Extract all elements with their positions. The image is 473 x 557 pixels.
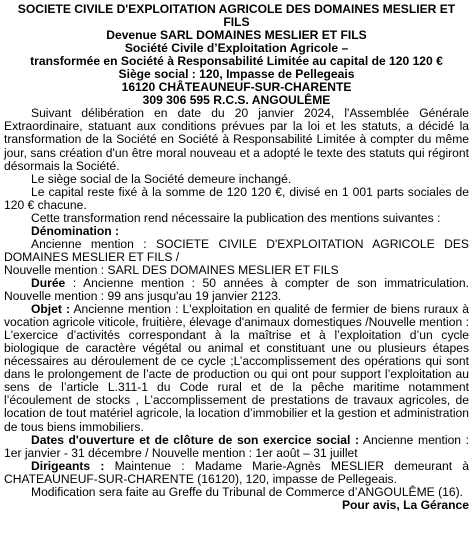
siege-paragraph: Le siège social de la Société demeure inchangé. — [31, 171, 292, 186]
dates-label: Dates d'ouverture et de clôture de son exercice social : — [31, 432, 360, 447]
objet-text: Ancienne mention : L'exploitation en qualité de fermier de biens ruraux à vocation agricole viticole, fruitière, élevage d'animaux domestiques /Nouvelle mention : L'exercice d’activités correspondant à la maîtrise et à l’exploitation d’un cycle biologique de caractère végétal ou animal et constituant une ou plusieurs étapes nécessaires au déroulement de ce cycle ;L’accomplissement des opérations qui sont dans le prolongement de l’acte de production ou qui ont pour support l’exploitation au sens de l’article L.311-1 du Code rural et de la pêche maritime notamment l’écoulement de stocks , L’accomplissement de prestations de travaux agricoles, de location de tout matériel agricole, la location d’immobilier et la gestion et administration de tous biens immobiliers. — [4, 302, 469, 434]
duree-text: : Ancienne mention : 50 années à compter de son immatriculation. Nouvelle mention : 99 ans jusqu'au 19 janvier 2123. — [4, 275, 469, 304]
dirigeants-text: Maintenue : Madame Marie-Agnès MESLIER demeurant à CHATEAUNEUF-SUR-CHARENTE (16120), 120, impasse de Pellegeais. — [4, 458, 469, 486]
objet-label: Objet : — [31, 302, 71, 317]
intro-paragraph: Suivant délibération en date du 20 janvier 2024, l'Assemblée Générale Extraordinaire, statuant aux conditions prévues par la loi et les statuts, a décidé la transformation de la Société en Société à Responsabilité Limitée à compter du même jour, sans création d'un être moral nouveau et a adopté le texte des statuts qui régiront désormais la Société. — [4, 106, 469, 173]
dates-text: Ancienne mention : 1er janvier - 31 décembre / Nouvelle mention : 1er août – 31 juillet — [4, 432, 469, 460]
capital-paragraph: Le capital reste fixé à la somme de 120 120 €, divisé en 1 001 parts sociales de 120 € chacune. — [4, 184, 469, 212]
signature: Pour avis, La Gérance — [341, 497, 469, 512]
registered-office: Siège social : 120, Impasse de Pellegeais — [118, 67, 355, 82]
rcs-number: 309 306 595 R.C.S. ANGOULÊME — [142, 93, 331, 108]
dirigeants-paragraph — [4, 460, 469, 486]
publication-paragraph: Cette transformation rend nécessaire la publication des mentions suivantes : — [31, 210, 441, 225]
office-city: 16120 CHÂTEAUNEUF-SUR-CHARENTE — [121, 80, 352, 95]
modification-paragraph: Modification sera faite au Greffe du Tribunal de Commerce d’ANGOULÊME (16). — [31, 484, 463, 499]
new-legal-form-capital: transformée en Société à Responsabilité Limitée au capital de 120 120 € — [30, 54, 443, 69]
duree-paragraph — [4, 277, 469, 303]
dirigeants-label: Dirigeants : — [31, 458, 105, 473]
company-name-heading: SOCIETE CIVILE D'EXPLOITATION AGRICOLE DES DOMAINES MESLIER ET FILS — [17, 2, 456, 30]
denomination-old-mention: Ancienne mention : SOCIETE CIVILE D'EXPLOITATION AGRICOLE DES DOMAINES MESLIER ET FILS / — [4, 236, 469, 264]
denomination-label: Dénomination : — [31, 223, 120, 238]
new-company-name: Devenue SARL DOMAINES MESLIER ET FILS — [106, 28, 367, 43]
former-legal-form: Société Civile d’Exploitation Agricole – — [124, 41, 349, 56]
dates-paragraph — [4, 434, 469, 460]
duree-label: Durée — [31, 275, 66, 290]
denomination-new-mention: Nouvelle mention : SARL DES DOMAINES MESLIER ET FILS — [4, 262, 339, 277]
objet-paragraph — [4, 303, 469, 433]
